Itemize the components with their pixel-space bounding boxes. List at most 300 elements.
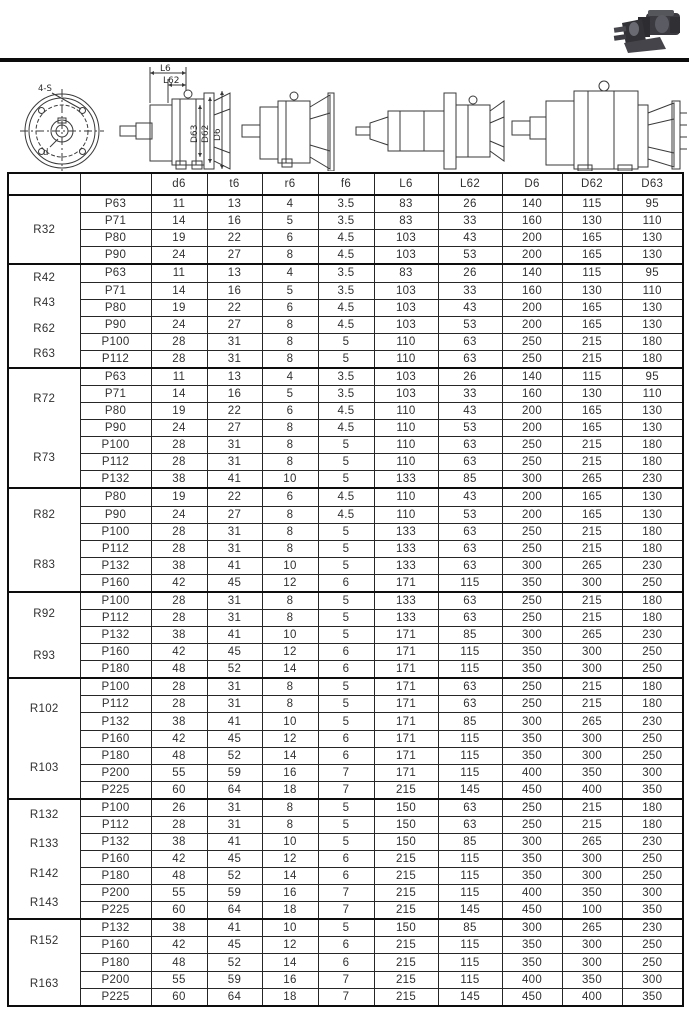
dimension-value-cell: 63 bbox=[438, 678, 502, 696]
model-group-labels bbox=[9, 593, 80, 677]
dimension-value-cell: 250 bbox=[622, 644, 683, 661]
model-group-cell bbox=[8, 799, 80, 920]
table-row bbox=[8, 816, 683, 833]
dimension-value-cell: 5 bbox=[318, 592, 374, 610]
column-header: D6 bbox=[502, 173, 562, 195]
dimension-value-cell: 5 bbox=[318, 454, 374, 471]
dimension-value-cell: 31 bbox=[207, 333, 262, 350]
dimension-value-cell: 130 bbox=[622, 247, 683, 265]
dimension-value-cell: 200 bbox=[502, 403, 562, 420]
motor-size-cell: P71 bbox=[80, 282, 151, 299]
model-group-cell bbox=[8, 195, 80, 264]
dimension-value-cell: 16 bbox=[207, 386, 262, 403]
dimension-value-cell: 4 bbox=[262, 368, 318, 386]
dimension-value-cell: 63 bbox=[438, 523, 502, 540]
dimension-value-cell: 350 bbox=[622, 988, 683, 1006]
table-row bbox=[8, 764, 683, 781]
dimension-value-cell: 265 bbox=[562, 919, 622, 937]
table-row bbox=[8, 247, 683, 265]
side-view-flange bbox=[242, 92, 334, 171]
dimension-value-cell: 26 bbox=[438, 264, 502, 282]
dimension-value-cell: 180 bbox=[622, 333, 683, 350]
dimension-value-cell: 5 bbox=[262, 386, 318, 403]
dimension-value-cell: 200 bbox=[502, 316, 562, 333]
dimension-value-cell: 5 bbox=[318, 799, 374, 817]
dimension-value-cell: 10 bbox=[262, 833, 318, 850]
dimension-value-cell: 16 bbox=[262, 764, 318, 781]
side-view-large bbox=[512, 81, 687, 171]
dimension-value-cell: 63 bbox=[438, 696, 502, 713]
dimension-value-cell: 4 bbox=[262, 195, 318, 213]
dimension-value-cell: 16 bbox=[207, 282, 262, 299]
side-view-adapter bbox=[356, 93, 504, 169]
dimension-value-cell: 160 bbox=[502, 213, 562, 230]
dimension-value-cell: 42 bbox=[151, 730, 207, 747]
dimension-value-cell: 19 bbox=[151, 403, 207, 420]
dimension-value-cell: 27 bbox=[207, 316, 262, 333]
motor-size-cell: P180 bbox=[80, 868, 151, 885]
motor-size-cell: P112 bbox=[80, 350, 151, 368]
dimension-value-cell: 115 bbox=[438, 954, 502, 971]
dimension-value-cell: 300 bbox=[622, 885, 683, 902]
dimension-value-cell: 130 bbox=[562, 213, 622, 230]
dimension-value-cell: 300 bbox=[502, 557, 562, 574]
model-group-label: R132 bbox=[29, 808, 59, 821]
dimension-value-cell: 115 bbox=[438, 851, 502, 868]
dimension-value-cell: 133 bbox=[374, 610, 438, 627]
model-group-label: R83 bbox=[33, 559, 56, 572]
column-header: L62 bbox=[438, 173, 502, 195]
table-row bbox=[8, 868, 683, 885]
dimension-value-cell: 5 bbox=[262, 213, 318, 230]
dimension-value-cell: 250 bbox=[502, 350, 562, 368]
dimension-value-cell: 400 bbox=[562, 781, 622, 799]
model-group-label: R43 bbox=[33, 297, 56, 310]
dimension-value-cell: 165 bbox=[562, 316, 622, 333]
table-row bbox=[8, 902, 683, 920]
dimension-value-cell: 250 bbox=[502, 592, 562, 610]
dimension-value-cell: 8 bbox=[262, 678, 318, 696]
table-row bbox=[8, 488, 683, 506]
dimension-value-cell: 250 bbox=[622, 954, 683, 971]
dimension-value-cell: 11 bbox=[151, 264, 207, 282]
motor-size-cell: P90 bbox=[80, 420, 151, 437]
dimension-value-cell: 8 bbox=[262, 592, 318, 610]
dimension-value-cell: 85 bbox=[438, 833, 502, 850]
model-group-cell bbox=[8, 368, 80, 489]
dimension-value-cell: 215 bbox=[374, 971, 438, 988]
dimension-value-cell: 180 bbox=[622, 816, 683, 833]
dimension-value-cell: 31 bbox=[207, 816, 262, 833]
dim-d6-label: D6 bbox=[213, 128, 223, 141]
dimension-value-cell: 31 bbox=[207, 350, 262, 368]
motor-size-cell: P71 bbox=[80, 386, 151, 403]
dimension-value-cell: 7 bbox=[318, 971, 374, 988]
dimension-value-cell: 60 bbox=[151, 902, 207, 920]
dimension-value-cell: 171 bbox=[374, 627, 438, 644]
model-group-labels bbox=[9, 489, 80, 590]
dimension-value-cell: 59 bbox=[207, 764, 262, 781]
dimension-value-cell: 18 bbox=[262, 781, 318, 799]
dimension-value-cell: 130 bbox=[622, 420, 683, 437]
dimension-value-cell: 41 bbox=[207, 471, 262, 489]
dimension-value-cell: 28 bbox=[151, 437, 207, 454]
dimension-value-cell: 8 bbox=[262, 610, 318, 627]
dimension-value-cell: 300 bbox=[622, 971, 683, 988]
dimension-value-cell: 3.5 bbox=[318, 195, 374, 213]
dimension-value-cell: 7 bbox=[318, 764, 374, 781]
motor-size-cell: P132 bbox=[80, 557, 151, 574]
dimension-value-cell: 8 bbox=[262, 420, 318, 437]
dimension-value-cell: 400 bbox=[502, 971, 562, 988]
dimension-value-cell: 103 bbox=[374, 386, 438, 403]
dimension-value-cell: 250 bbox=[502, 437, 562, 454]
dimension-value-cell: 180 bbox=[622, 799, 683, 817]
dimension-value-cell: 215 bbox=[374, 902, 438, 920]
dimension-value-cell: 26 bbox=[438, 195, 502, 213]
dimension-value-cell: 165 bbox=[562, 488, 622, 506]
dimension-value-cell: 350 bbox=[622, 781, 683, 799]
dimension-value-cell: 215 bbox=[562, 592, 622, 610]
dimension-value-cell: 5 bbox=[318, 540, 374, 557]
dimension-value-cell: 63 bbox=[438, 437, 502, 454]
dimension-value-cell: 48 bbox=[151, 954, 207, 971]
dimension-value-cell: 31 bbox=[207, 454, 262, 471]
table-row bbox=[8, 574, 683, 592]
dimension-value-cell: 171 bbox=[374, 713, 438, 730]
dimension-value-cell: 103 bbox=[374, 368, 438, 386]
dimension-value-cell: 115 bbox=[562, 195, 622, 213]
dimension-value-cell: 6 bbox=[318, 574, 374, 592]
dimension-value-cell: 4.5 bbox=[318, 420, 374, 437]
dimension-value-cell: 215 bbox=[374, 781, 438, 799]
dimension-value-cell: 3.5 bbox=[318, 368, 374, 386]
dim-l62-label: L62 bbox=[163, 76, 180, 86]
table-row bbox=[8, 264, 683, 282]
dimension-value-cell: 115 bbox=[438, 764, 502, 781]
dimension-value-cell: 133 bbox=[374, 523, 438, 540]
dimension-value-cell: 110 bbox=[374, 333, 438, 350]
dimension-value-cell: 53 bbox=[438, 420, 502, 437]
model-group-label: R142 bbox=[29, 867, 59, 880]
dimension-value-cell: 55 bbox=[151, 885, 207, 902]
dimension-value-cell: 95 bbox=[622, 195, 683, 213]
model-group-labels bbox=[9, 369, 80, 488]
dimension-value-cell: 133 bbox=[374, 592, 438, 610]
dimension-value-cell: 171 bbox=[374, 730, 438, 747]
dimension-value-cell: 250 bbox=[502, 816, 562, 833]
dimension-value-cell: 28 bbox=[151, 610, 207, 627]
table-row bbox=[8, 971, 683, 988]
dimension-value-cell: 27 bbox=[207, 420, 262, 437]
model-group-cell bbox=[8, 488, 80, 591]
dimension-value-cell: 130 bbox=[622, 299, 683, 316]
dimension-value-cell: 150 bbox=[374, 919, 438, 937]
dimension-value-cell: 12 bbox=[262, 644, 318, 661]
dimension-value-cell: 215 bbox=[374, 851, 438, 868]
dimension-value-cell: 38 bbox=[151, 627, 207, 644]
model-group-cell bbox=[8, 264, 80, 367]
dimension-value-cell: 48 bbox=[151, 747, 207, 764]
dimension-value-cell: 300 bbox=[562, 747, 622, 764]
column-header: f6 bbox=[318, 173, 374, 195]
dimension-value-cell: 26 bbox=[151, 799, 207, 817]
model-group-cell bbox=[8, 592, 80, 678]
dimension-value-cell: 165 bbox=[562, 506, 622, 523]
motor-size-cell: P132 bbox=[80, 919, 151, 937]
dimension-value-cell: 95 bbox=[622, 368, 683, 386]
dimension-value-cell: 230 bbox=[622, 557, 683, 574]
model-group-cell bbox=[8, 678, 80, 799]
dimension-value-cell: 133 bbox=[374, 471, 438, 489]
dimension-value-cell: 64 bbox=[207, 781, 262, 799]
dimension-value-cell: 45 bbox=[207, 730, 262, 747]
model-group-labels bbox=[9, 196, 80, 263]
dimension-value-cell: 200 bbox=[502, 299, 562, 316]
column-header bbox=[80, 173, 151, 195]
motor-size-cell: P200 bbox=[80, 885, 151, 902]
model-group-label: R42 bbox=[33, 272, 56, 285]
dimension-value-cell: 250 bbox=[502, 696, 562, 713]
dimension-value-cell: 300 bbox=[562, 661, 622, 679]
dimension-value-cell: 400 bbox=[562, 988, 622, 1006]
dimension-value-cell: 64 bbox=[207, 988, 262, 1006]
dimension-value-cell: 165 bbox=[562, 230, 622, 247]
dimension-value-cell: 12 bbox=[262, 851, 318, 868]
dim-d63-label: D63 bbox=[190, 124, 200, 143]
dimension-value-cell: 28 bbox=[151, 592, 207, 610]
dimension-table bbox=[7, 172, 684, 1007]
dimension-value-cell: 19 bbox=[151, 488, 207, 506]
dimension-value-cell: 28 bbox=[151, 540, 207, 557]
table-row bbox=[8, 403, 683, 420]
dimension-value-cell: 24 bbox=[151, 506, 207, 523]
dimension-value-cell: 11 bbox=[151, 195, 207, 213]
dimension-value-cell: 43 bbox=[438, 488, 502, 506]
dimension-value-cell: 12 bbox=[262, 574, 318, 592]
dimension-value-cell: 115 bbox=[562, 264, 622, 282]
dimension-value-cell: 10 bbox=[262, 557, 318, 574]
motor-size-cell: P132 bbox=[80, 627, 151, 644]
dimension-value-cell: 400 bbox=[502, 764, 562, 781]
dimension-value-cell: 250 bbox=[622, 747, 683, 764]
dimension-value-cell: 14 bbox=[262, 868, 318, 885]
dimension-value-cell: 215 bbox=[374, 954, 438, 971]
dimension-value-cell: 48 bbox=[151, 661, 207, 679]
dimension-value-cell: 42 bbox=[151, 937, 207, 954]
dimension-value-cell: 6 bbox=[318, 868, 374, 885]
dimension-value-cell: 10 bbox=[262, 627, 318, 644]
model-group-label: R82 bbox=[33, 508, 56, 521]
dimension-value-cell: 5 bbox=[318, 919, 374, 937]
dimension-value-cell: 5 bbox=[318, 678, 374, 696]
dimension-value-cell: 110 bbox=[374, 420, 438, 437]
model-group-label: R143 bbox=[29, 897, 59, 910]
dimension-value-cell: 95 bbox=[622, 264, 683, 282]
dimension-value-cell: 38 bbox=[151, 557, 207, 574]
model-group-label: R93 bbox=[33, 650, 56, 663]
dimension-value-cell: 133 bbox=[374, 557, 438, 574]
motor-size-cell: P100 bbox=[80, 592, 151, 610]
dimension-value-cell: 48 bbox=[151, 868, 207, 885]
dimension-value-cell: 450 bbox=[502, 781, 562, 799]
dimension-value-cell: 41 bbox=[207, 557, 262, 574]
dimension-value-cell: 150 bbox=[374, 816, 438, 833]
dimension-value-cell: 43 bbox=[438, 230, 502, 247]
dimension-value-cell: 300 bbox=[562, 644, 622, 661]
dimension-value-cell: 63 bbox=[438, 592, 502, 610]
dimension-value-cell: 45 bbox=[207, 937, 262, 954]
motor-size-cell: P112 bbox=[80, 610, 151, 627]
dimension-value-cell: 350 bbox=[502, 747, 562, 764]
dimension-value-cell: 63 bbox=[438, 816, 502, 833]
motor-size-cell: P180 bbox=[80, 661, 151, 679]
dimension-value-cell: 115 bbox=[438, 574, 502, 592]
motor-size-cell: P100 bbox=[80, 678, 151, 696]
dimension-value-cell: 52 bbox=[207, 954, 262, 971]
dimension-value-cell: 110 bbox=[374, 350, 438, 368]
dimension-value-cell: 59 bbox=[207, 885, 262, 902]
dimension-value-cell: 250 bbox=[622, 574, 683, 592]
dimension-value-cell: 145 bbox=[438, 781, 502, 799]
dimension-value-cell: 4.5 bbox=[318, 230, 374, 247]
dimension-value-cell: 63 bbox=[438, 540, 502, 557]
dimension-value-cell: 450 bbox=[502, 988, 562, 1006]
dimension-value-cell: 215 bbox=[374, 988, 438, 1006]
dimension-value-cell: 31 bbox=[207, 610, 262, 627]
model-group-label: R152 bbox=[29, 935, 59, 948]
dimension-value-cell: 250 bbox=[502, 333, 562, 350]
dimension-value-cell: 215 bbox=[562, 437, 622, 454]
dimension-value-cell: 55 bbox=[151, 971, 207, 988]
dimension-value-cell: 115 bbox=[438, 661, 502, 679]
dimension-value-cell: 3.5 bbox=[318, 282, 374, 299]
dimension-value-cell: 110 bbox=[622, 386, 683, 403]
dimension-value-cell: 171 bbox=[374, 661, 438, 679]
dimension-value-cell: 180 bbox=[622, 523, 683, 540]
table-row bbox=[8, 368, 683, 386]
dimension-value-cell: 60 bbox=[151, 781, 207, 799]
dimension-value-cell: 53 bbox=[438, 316, 502, 333]
dimension-value-cell: 14 bbox=[151, 282, 207, 299]
dimension-value-cell: 350 bbox=[502, 574, 562, 592]
dimension-value-cell: 4 bbox=[262, 264, 318, 282]
table-row bbox=[8, 627, 683, 644]
model-group-label: R163 bbox=[29, 977, 59, 990]
dimension-value-cell: 12 bbox=[262, 730, 318, 747]
motor-size-cell: P112 bbox=[80, 540, 151, 557]
spec-table-body bbox=[8, 195, 683, 1006]
dimension-value-cell: 130 bbox=[562, 386, 622, 403]
dimension-value-cell: 110 bbox=[622, 282, 683, 299]
dimension-value-cell: 53 bbox=[438, 247, 502, 265]
dimension-value-cell: 5 bbox=[318, 523, 374, 540]
dimension-value-cell: 130 bbox=[622, 316, 683, 333]
motor-size-cell: P112 bbox=[80, 454, 151, 471]
dimension-value-cell: 265 bbox=[562, 471, 622, 489]
column-header: L6 bbox=[374, 173, 438, 195]
dimension-value-cell: 7 bbox=[318, 781, 374, 799]
dimension-value-cell: 300 bbox=[622, 764, 683, 781]
motor-size-cell: P225 bbox=[80, 988, 151, 1006]
dimension-value-cell: 350 bbox=[622, 902, 683, 920]
dimension-value-cell: 85 bbox=[438, 713, 502, 730]
dimension-value-cell: 180 bbox=[622, 437, 683, 454]
table-row bbox=[8, 523, 683, 540]
dimension-value-cell: 215 bbox=[374, 937, 438, 954]
table-row bbox=[8, 610, 683, 627]
dimension-value-cell: 42 bbox=[151, 574, 207, 592]
dimension-value-cell: 5 bbox=[318, 333, 374, 350]
dimension-value-cell: 8 bbox=[262, 454, 318, 471]
dimension-value-cell: 4.5 bbox=[318, 488, 374, 506]
dimension-value-cell: 5 bbox=[262, 282, 318, 299]
table-row bbox=[8, 644, 683, 661]
dimension-value-cell: 53 bbox=[438, 506, 502, 523]
table-row bbox=[8, 386, 683, 403]
dimension-value-cell: 24 bbox=[151, 420, 207, 437]
dimension-value-cell: 230 bbox=[622, 627, 683, 644]
dimension-value-cell: 110 bbox=[374, 437, 438, 454]
table-row bbox=[8, 885, 683, 902]
dimension-value-cell: 33 bbox=[438, 282, 502, 299]
dimension-value-cell: 64 bbox=[207, 902, 262, 920]
dimension-value-cell: 41 bbox=[207, 627, 262, 644]
model-group-labels bbox=[9, 920, 80, 1005]
dimension-value-cell: 6 bbox=[318, 730, 374, 747]
dimension-value-cell: 11 bbox=[151, 368, 207, 386]
dimension-value-cell: 8 bbox=[262, 523, 318, 540]
model-group-label: R92 bbox=[33, 607, 56, 620]
table-row bbox=[8, 678, 683, 696]
dimension-value-cell: 8 bbox=[262, 247, 318, 265]
dimension-value-cell: 250 bbox=[502, 799, 562, 817]
dimension-value-cell: 5 bbox=[318, 350, 374, 368]
dimension-value-cell: 250 bbox=[622, 661, 683, 679]
dimension-value-cell: 160 bbox=[502, 282, 562, 299]
dimension-value-cell: 350 bbox=[502, 937, 562, 954]
dimension-value-cell: 33 bbox=[438, 386, 502, 403]
dimension-value-cell: 13 bbox=[207, 195, 262, 213]
motor-size-cell: P132 bbox=[80, 833, 151, 850]
table-row bbox=[8, 454, 683, 471]
table-row bbox=[8, 919, 683, 937]
dimension-value-cell: 52 bbox=[207, 868, 262, 885]
dimension-value-cell: 38 bbox=[151, 471, 207, 489]
dimension-value-cell: 130 bbox=[622, 403, 683, 420]
dimension-value-cell: 8 bbox=[262, 333, 318, 350]
dimension-value-cell: 85 bbox=[438, 471, 502, 489]
dimension-value-cell: 150 bbox=[374, 833, 438, 850]
dimension-value-cell: 180 bbox=[622, 592, 683, 610]
dimension-value-cell: 215 bbox=[562, 696, 622, 713]
dimension-value-cell: 16 bbox=[262, 971, 318, 988]
dimension-value-cell: 215 bbox=[374, 885, 438, 902]
dimension-value-cell: 3.5 bbox=[318, 264, 374, 282]
dimension-value-cell: 28 bbox=[151, 696, 207, 713]
table-row bbox=[8, 230, 683, 247]
shaft-dim-label: d bbox=[43, 148, 49, 158]
dimension-value-cell: 63 bbox=[438, 333, 502, 350]
dimension-value-cell: 27 bbox=[207, 506, 262, 523]
motor-size-cell: P63 bbox=[80, 264, 151, 282]
gear-motor-photo bbox=[608, 5, 686, 59]
dimension-value-cell: 250 bbox=[502, 523, 562, 540]
dimension-value-cell: 6 bbox=[262, 488, 318, 506]
dimension-value-cell: 43 bbox=[438, 403, 502, 420]
dimension-value-cell: 215 bbox=[374, 868, 438, 885]
dimension-value-cell: 130 bbox=[622, 230, 683, 247]
